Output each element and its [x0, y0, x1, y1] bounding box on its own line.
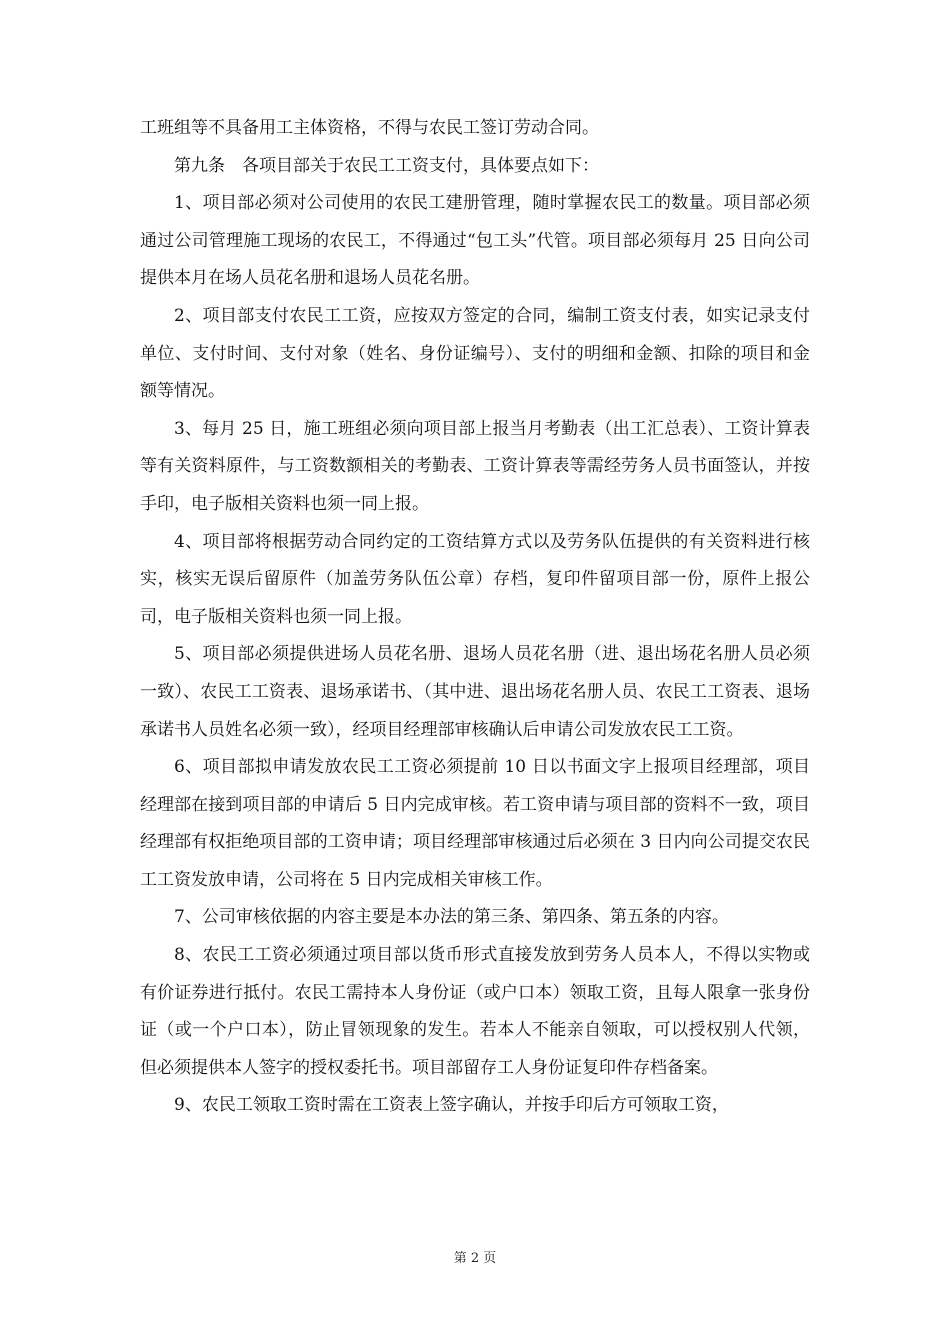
list-item-8: 8、农民工工资必须通过项目部以货币形式直接发放到劳务人员本人，不得以实物或有价证券进行抵付。农民工需持本人身份证（或户口本）领取工资，且每人限拿一张身份证（或一个户口本），防止冒领现象的发生。若本人不能亲自领取，可以授权别人代领，但必须提供本人签字的授权委托书。项目部留存工人身份证复印件存档备案。	[140, 945, 810, 1078]
article-nine-heading: 第九条 各项目部关于农民工工资支付，具体要点如下：	[174, 155, 599, 176]
page-number: 第 2 页	[453, 1251, 497, 1266]
list-item-2: 2、项目部支付农民工工资，应按双方签定的合同，编制工资支付表，如实记录支付单位、支付时间、支付对象（姓名、身份证编号）、支付的明细和金额、扣除的项目和金额等情况。	[140, 305, 810, 402]
list-item-1: 1、项目部必须对公司使用的农民工建册管理，随时掌握农民工的数量。项目部必须通过公司管理施工现场的农民工，不得通过“包工头”代管。项目部必须每月 25 日向公司提供本月在场人员花名册和退场人员花名册。	[140, 193, 810, 289]
list-item-7: 7、公司审核依据的内容主要是本办法的第三条、第四条、第五条的内容。	[174, 907, 729, 928]
document-body	[140, 110, 810, 1125]
paragraph-continuation: 工班组等不具备用工主体资格，不得与农民工签订劳动合同。	[140, 118, 599, 138]
list-item-9: 9、农民工领取工资时需在工资表上签字确认，并按手印后方可领取工资，	[174, 1095, 729, 1116]
list-item-5: 5、项目部必须提供进场人员花名册、退场人员花名册（进、退出场花名册人员必须一致）、农民工工资表、退场承诺书、（其中进、退出场花名册人员、农民工工资表、退场承诺书人员姓名必须一致），经项目经理部审核确认后申请公司发放农民工工资。	[140, 644, 810, 740]
list-item-3: 3、每月 25 日，施工班组必须向项目部上报当月考勤表（出工汇总表）、工资计算表等有关资料原件，与工资数额相关的考勤表、工资计算表等需经劳务人员书面签认，并按手印，电子版相关资料也须一同上报。	[140, 418, 810, 514]
list-item-4: 4、项目部将根据劳动合同约定的工资结算方式以及劳务队伍提供的有关资料进行核实，核实无误后留原件（加盖劳务队伍公章）存档，复印件留项目部一份，原件上报公司，电子版相关资料也须一同上报。	[140, 531, 810, 627]
list-item-6: 6、项目部拟申请发放农民工工资必须提前 10 日以书面文字上报项目经理部，项目经理部在接到项目部的申请后 5 日内完成审核。若工资申请与项目部的资料不一致，项目经理部有权拒绝项目部的工资申请；项目经理部审核通过后必须在 3 日内向公司提交农民工工资发放申请，公司将在 5 日内完成相关审核工作。	[140, 757, 810, 890]
